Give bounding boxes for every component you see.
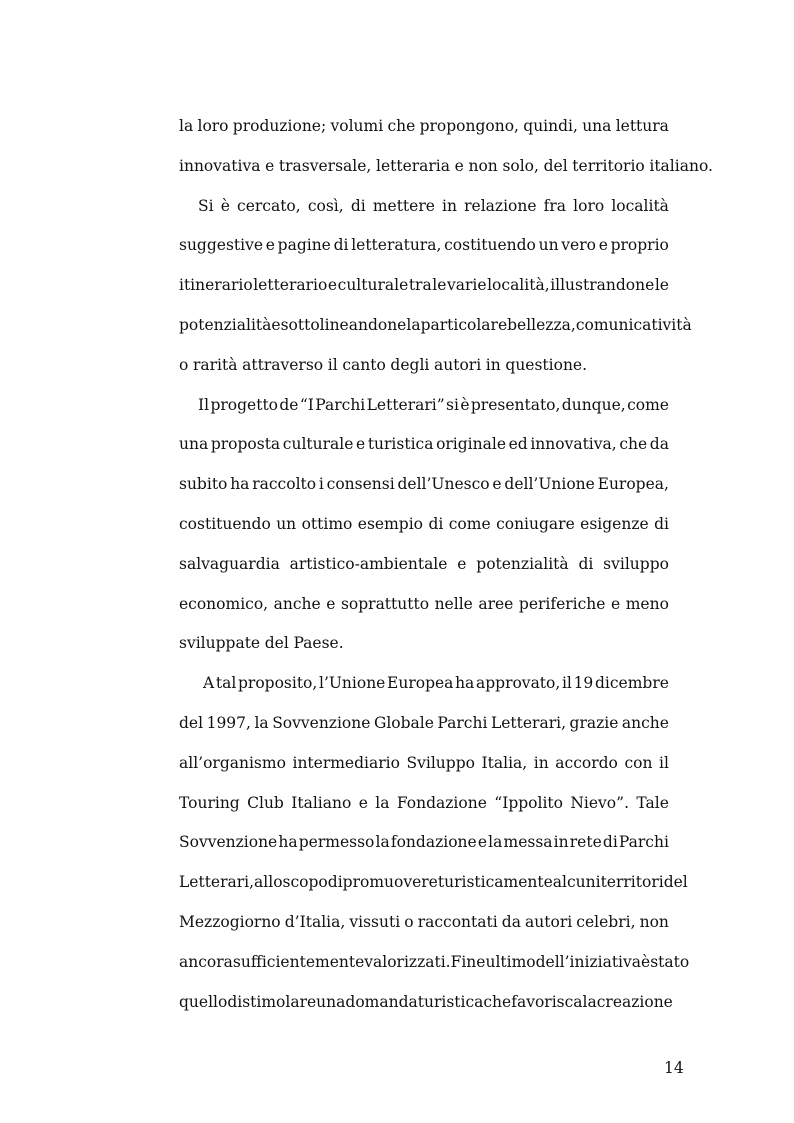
word: e (358, 793, 368, 812)
word: proposito, (237, 674, 318, 693)
word: soprattutto (340, 594, 430, 613)
text-line (179, 468, 669, 508)
word: con (624, 753, 653, 772)
text-line (179, 787, 669, 827)
word: approvato, (475, 674, 561, 693)
word: permesso (298, 833, 375, 852)
word: itinerario (179, 276, 253, 295)
text-line (179, 309, 692, 349)
word: messa (503, 833, 553, 852)
word: aree (478, 594, 514, 613)
word: e (598, 236, 608, 255)
word: progetto (210, 395, 279, 414)
word: un (538, 236, 559, 255)
word: cercato, (237, 196, 301, 215)
word: raccolto (252, 475, 317, 494)
word: propongono, (419, 117, 519, 135)
text-line (179, 707, 669, 747)
word: ha (455, 674, 475, 693)
text-line (179, 548, 669, 588)
word: quindi, (523, 117, 578, 135)
word: Italiano (291, 793, 352, 812)
text-line (179, 866, 688, 906)
word: ha (230, 475, 250, 494)
word: tal (215, 674, 237, 693)
word: e (265, 236, 275, 255)
word: di (227, 992, 243, 1011)
word: pagine (277, 236, 331, 255)
word: di (578, 554, 594, 573)
word: innovativa, (530, 435, 617, 454)
word: la (179, 117, 194, 135)
word: stimolare (242, 992, 317, 1011)
word: Italia, (481, 753, 528, 772)
word: una (316, 992, 346, 1011)
word: rarità (192, 355, 238, 374)
word: i (318, 475, 324, 494)
word: e (356, 435, 366, 454)
word: ha (278, 833, 298, 852)
word: salvaguardia (179, 554, 280, 573)
word: artistico-ambientale (289, 554, 448, 573)
word: valorizzati. (364, 952, 451, 971)
word: una (582, 117, 612, 135)
word: località, (487, 276, 550, 295)
word: anche (273, 594, 321, 613)
word: Tale (636, 793, 669, 812)
word: dell’Unesco (397, 475, 490, 494)
word: lettura (615, 117, 669, 135)
word: di (428, 514, 444, 533)
word: 19 (573, 674, 594, 693)
word: territorio (572, 156, 645, 175)
word: Nievo”. (570, 793, 629, 812)
word: culturale (282, 435, 354, 454)
text-line (179, 110, 669, 150)
word: turisticamente (437, 873, 553, 892)
word: la (375, 793, 390, 812)
word: de (279, 395, 299, 414)
word: come (448, 514, 491, 533)
page-number: 14 (664, 1059, 684, 1077)
word: di (350, 196, 366, 215)
word: non (468, 156, 498, 175)
word: Letterari” (366, 395, 445, 414)
word: turistica (367, 435, 434, 454)
word: Parchi (437, 713, 488, 732)
word: bellezza, (507, 315, 576, 334)
word: raccontati (417, 912, 498, 931)
word: solo, (502, 156, 539, 175)
word: si (446, 395, 459, 414)
text-line (179, 150, 713, 190)
word: dunque, (561, 395, 626, 414)
word: produzione; (232, 117, 327, 135)
word: Sovvenzione (272, 713, 371, 732)
word: e (271, 315, 281, 334)
word: da (649, 435, 669, 454)
word: di (327, 873, 343, 892)
text-line (179, 428, 669, 468)
word: presentato, (470, 395, 561, 414)
word: Parchi (618, 833, 669, 852)
word: stato (650, 952, 690, 971)
word: una (179, 435, 209, 454)
word: alcuni (552, 873, 601, 892)
word: Fine (450, 952, 486, 971)
word: esigenze (580, 514, 649, 533)
word: anche (621, 713, 669, 732)
word: trasversale, (278, 156, 372, 175)
word: che (387, 117, 416, 135)
word: ultimo (485, 952, 536, 971)
word: Sovvenzione (179, 833, 278, 852)
word: coniugare (496, 514, 575, 533)
body-text (179, 110, 713, 1025)
word: canto (342, 355, 386, 374)
word: vissuti (349, 912, 401, 931)
word: intermediario (292, 753, 400, 772)
word: letterario (253, 276, 328, 295)
word: da (501, 912, 521, 931)
word: costituendo (179, 514, 271, 533)
word: economico, (179, 594, 269, 613)
word: Si (198, 196, 214, 215)
word: che (619, 435, 648, 454)
word: e (265, 156, 275, 175)
word: in (553, 833, 569, 852)
word: o (179, 355, 189, 374)
word: “I (299, 395, 314, 414)
word: il (659, 753, 669, 772)
text-line (179, 349, 669, 389)
word: sviluppo (603, 554, 669, 573)
word: varie (446, 276, 487, 295)
word: particolare (420, 315, 508, 334)
word: Fondazione (396, 793, 487, 812)
word: la (488, 833, 503, 852)
word: loro (573, 196, 605, 215)
word: non (639, 912, 669, 931)
word: il (561, 674, 572, 693)
word: di (654, 514, 669, 533)
word: proposta (210, 435, 281, 454)
word: è (460, 395, 470, 414)
word: autori (434, 355, 482, 374)
word: in (442, 196, 457, 215)
word: fra (543, 196, 567, 215)
word: dell’Unione (504, 475, 595, 494)
word: dicembre (594, 674, 669, 693)
word: ancora (179, 952, 233, 971)
word: tra (408, 276, 432, 295)
word: Sviluppo (406, 753, 475, 772)
paragraph-first-line (179, 667, 669, 707)
word: questione. (505, 355, 588, 374)
word: allo (254, 873, 283, 892)
word: attraverso (242, 355, 324, 374)
word: creazione (596, 992, 673, 1011)
word: “Ippolito (494, 793, 563, 812)
word: relazione (464, 196, 537, 215)
text-line (179, 229, 669, 269)
word: Parchi (315, 395, 366, 414)
word: Club (247, 793, 284, 812)
word: grazie (569, 713, 619, 732)
word: località (611, 196, 669, 215)
paragraph-first-line (179, 190, 669, 230)
word: potenzialità (476, 554, 569, 573)
word: del (264, 634, 289, 653)
word: un (276, 514, 297, 533)
word: in (485, 355, 501, 374)
word: loro (197, 117, 229, 135)
word: e (326, 594, 336, 613)
text-line (179, 946, 690, 986)
word: così, (307, 196, 344, 215)
word: e (477, 833, 488, 852)
word: le (432, 276, 447, 295)
word: territori (600, 873, 664, 892)
word: nelle (434, 594, 473, 613)
word: Globale (373, 713, 434, 732)
word: l’Unione (318, 674, 386, 693)
word: e (611, 594, 621, 613)
word: comunicatività (575, 315, 692, 334)
word: le (654, 276, 669, 295)
word: sottolineandone (280, 315, 407, 334)
word: sviluppate (179, 634, 261, 653)
word: letteratura, (351, 236, 442, 255)
word: vero (561, 236, 596, 255)
word: degli (390, 355, 430, 374)
word: Touring (179, 793, 240, 812)
text-line (179, 508, 669, 548)
word: fondazione (390, 833, 477, 852)
word: autori (525, 912, 573, 931)
word: del (663, 873, 688, 892)
word: favorisca (511, 992, 583, 1011)
word: culturale (337, 276, 409, 295)
text-line (179, 986, 673, 1026)
word: e (454, 156, 464, 175)
word: Paese. (293, 634, 344, 653)
word: potenzialità (179, 315, 272, 334)
word: esempio (357, 514, 424, 533)
word: è (641, 952, 651, 971)
word: ed (508, 435, 528, 454)
word: ottimo (301, 514, 353, 533)
word: costituendo (444, 236, 536, 255)
word: A (203, 674, 215, 693)
word: subito (179, 475, 228, 494)
word: turistica (417, 992, 484, 1011)
word: domanda (345, 992, 418, 1011)
word: Letterari, (490, 713, 566, 732)
word: che (483, 992, 512, 1011)
word: italiano. (649, 156, 713, 175)
word: accordo (555, 753, 618, 772)
text-line (179, 826, 669, 866)
word: la (582, 992, 597, 1011)
word: quello (179, 992, 228, 1011)
word: all’organismo (179, 753, 286, 772)
word: e (457, 554, 467, 573)
word: celebri, (576, 912, 636, 931)
word: Il (198, 395, 210, 414)
word: in (533, 753, 549, 772)
word: o (404, 912, 414, 931)
word: illustrandone (550, 276, 655, 295)
word: 1997, (206, 713, 251, 732)
word: dell’iniziativa (535, 952, 642, 971)
word: la (254, 713, 269, 732)
text-line (179, 269, 669, 309)
text-line (179, 588, 669, 628)
word: proprio (610, 236, 669, 255)
word: rete (569, 833, 602, 852)
word: di (333, 236, 349, 255)
word: consensi (326, 475, 395, 494)
word: la (375, 833, 390, 852)
word: d’Italia, (284, 912, 346, 931)
text-line (179, 627, 669, 667)
word: volumi (330, 117, 384, 135)
word: Europea, (597, 475, 669, 494)
paragraph-first-line (179, 389, 669, 429)
word: è (220, 196, 230, 215)
word: e (327, 276, 338, 295)
word: periferiche (518, 594, 606, 613)
word: la (406, 315, 421, 334)
word: il (327, 355, 338, 374)
text-line (179, 747, 669, 787)
word: del (179, 713, 204, 732)
word: Letterari, (179, 873, 255, 892)
word: come (627, 395, 669, 414)
word: letteraria (375, 156, 451, 175)
word: innovativa (179, 156, 261, 175)
word: originale (436, 435, 506, 454)
word: Mezzogiorno (179, 912, 281, 931)
word: suggestive (179, 236, 264, 255)
word: meno (625, 594, 669, 613)
word: scopo (282, 873, 328, 892)
word: Europea (387, 674, 454, 693)
word: sufficientemente (232, 952, 365, 971)
word: del (543, 156, 568, 175)
word: mettere (372, 196, 435, 215)
word: di (602, 833, 618, 852)
word: promuovere (342, 873, 438, 892)
word: e (492, 475, 502, 494)
text-line (179, 906, 669, 946)
